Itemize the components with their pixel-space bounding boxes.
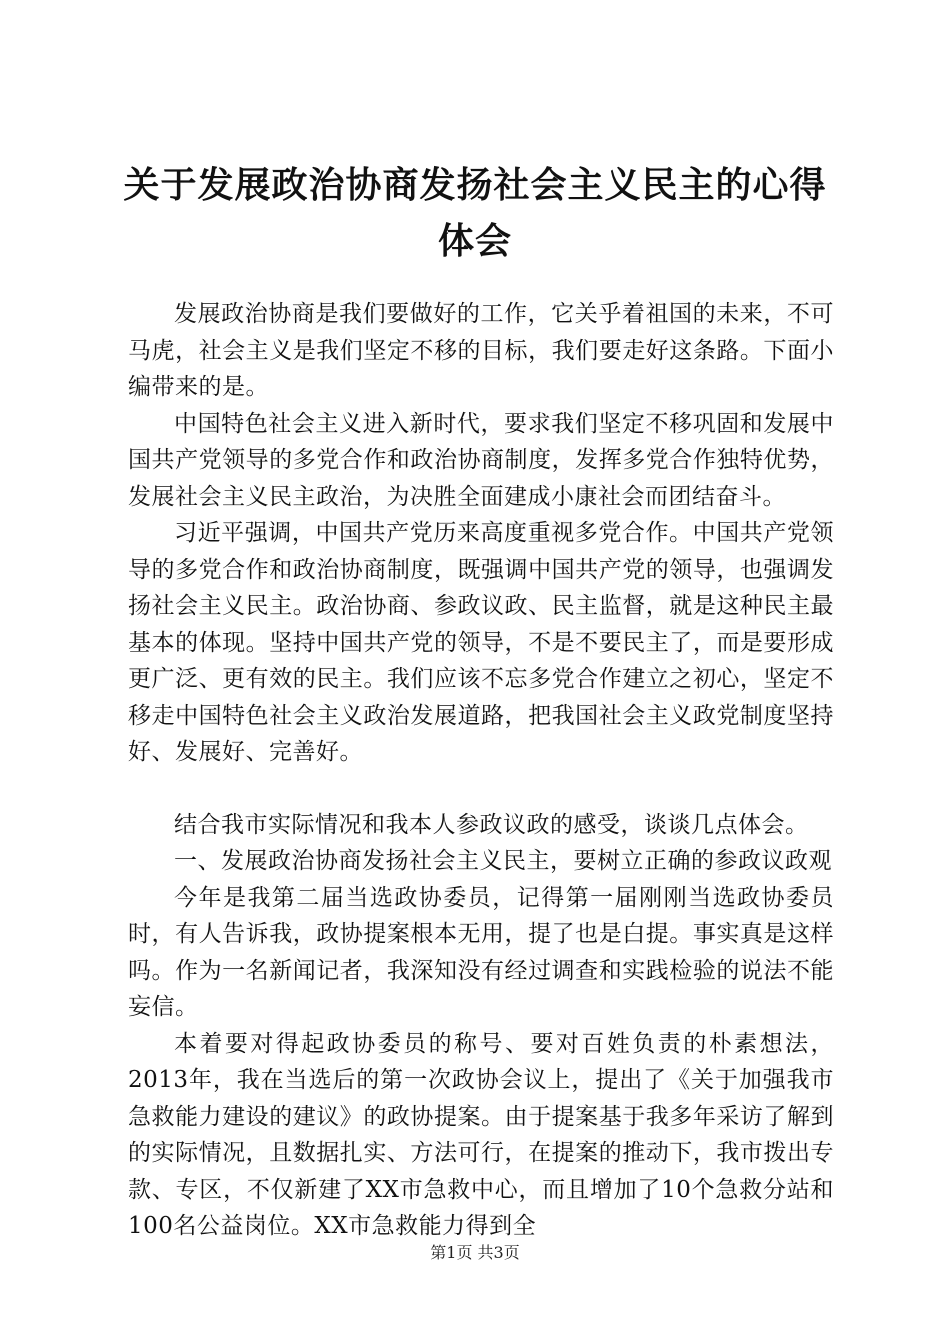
paragraph-new-era: 中国特色社会主义进入新时代，要求我们坚定不移巩固和发展中国共产党领导的多党合作和政治协商制度，发挥多党合作独特优势，发展社会主义民主政治，为决胜全面建成小康社会而团结奋斗。 — [128, 410, 834, 510]
document-body — [128, 296, 834, 1245]
paragraph-multi-party: 习近平强调，中国共产党历来高度重视多党合作。中国共产党领导的多党合作和政治协商制度，既强调中国共产党的领导，也强调发扬社会主义民主。政治协商、参政议政、民主监督，就是这种民主最基本的体现。坚持中国共产党的领导，不是不要民主了，而是要形成更广泛、更有效的民主。我们应该不忘多党合作建立之初心，坚定不移走中国特色社会主义政治发展道路，把我国社会主义政党制度坚持好、发展好、完善好。 — [128, 520, 834, 765]
document-title: 关于发展政治协商发扬社会主义民主的心得体会 — [123, 165, 827, 262]
page-footer: 第1页 共3页 — [430, 1243, 520, 1262]
paragraph-proposal: 本着要对得起政协委员的称号、要对百姓负责的朴素想法，2013年，我在当选后的第一次政协会议上，提出了《关于加强我市急救能力建设的建议》的政协提案。由于提案基于我多年采访了解到的实际情况，且数据扎实、方法可行，在提案的推动下，我市拨出专款、专区，不仅新建了XX市急救中心，而且增加了10个急救分站和100名公益岗位。XX市急救能力得到全 — [128, 1030, 834, 1239]
paragraph-experience: 结合我市实际情况和我本人参政议政的感受，谈谈几点体会。 — [174, 811, 809, 838]
paragraph-intro: 发展政治协商是我们要做好的工作，它关乎着祖国的未来，不可马虎，社会主义是我们坚定不移的目标，我们要走好这条路。下面小编带来的是。 — [128, 301, 834, 400]
paragraph-gap — [128, 771, 834, 807]
paragraph-second-term: 今年是我第二届当选政协委员，记得第一届刚刚当选政协委员时，有人告诉我，政协提案根本无用，提了也是白提。事实真是这样吗。作为一名新闻记者，我深知没有经过调查和实践检验的说法不能妄信。 — [128, 884, 834, 1020]
section-heading-1: 一、发展政治协商发扬社会主义民主，要树立正确的参政议政观 — [174, 848, 832, 874]
